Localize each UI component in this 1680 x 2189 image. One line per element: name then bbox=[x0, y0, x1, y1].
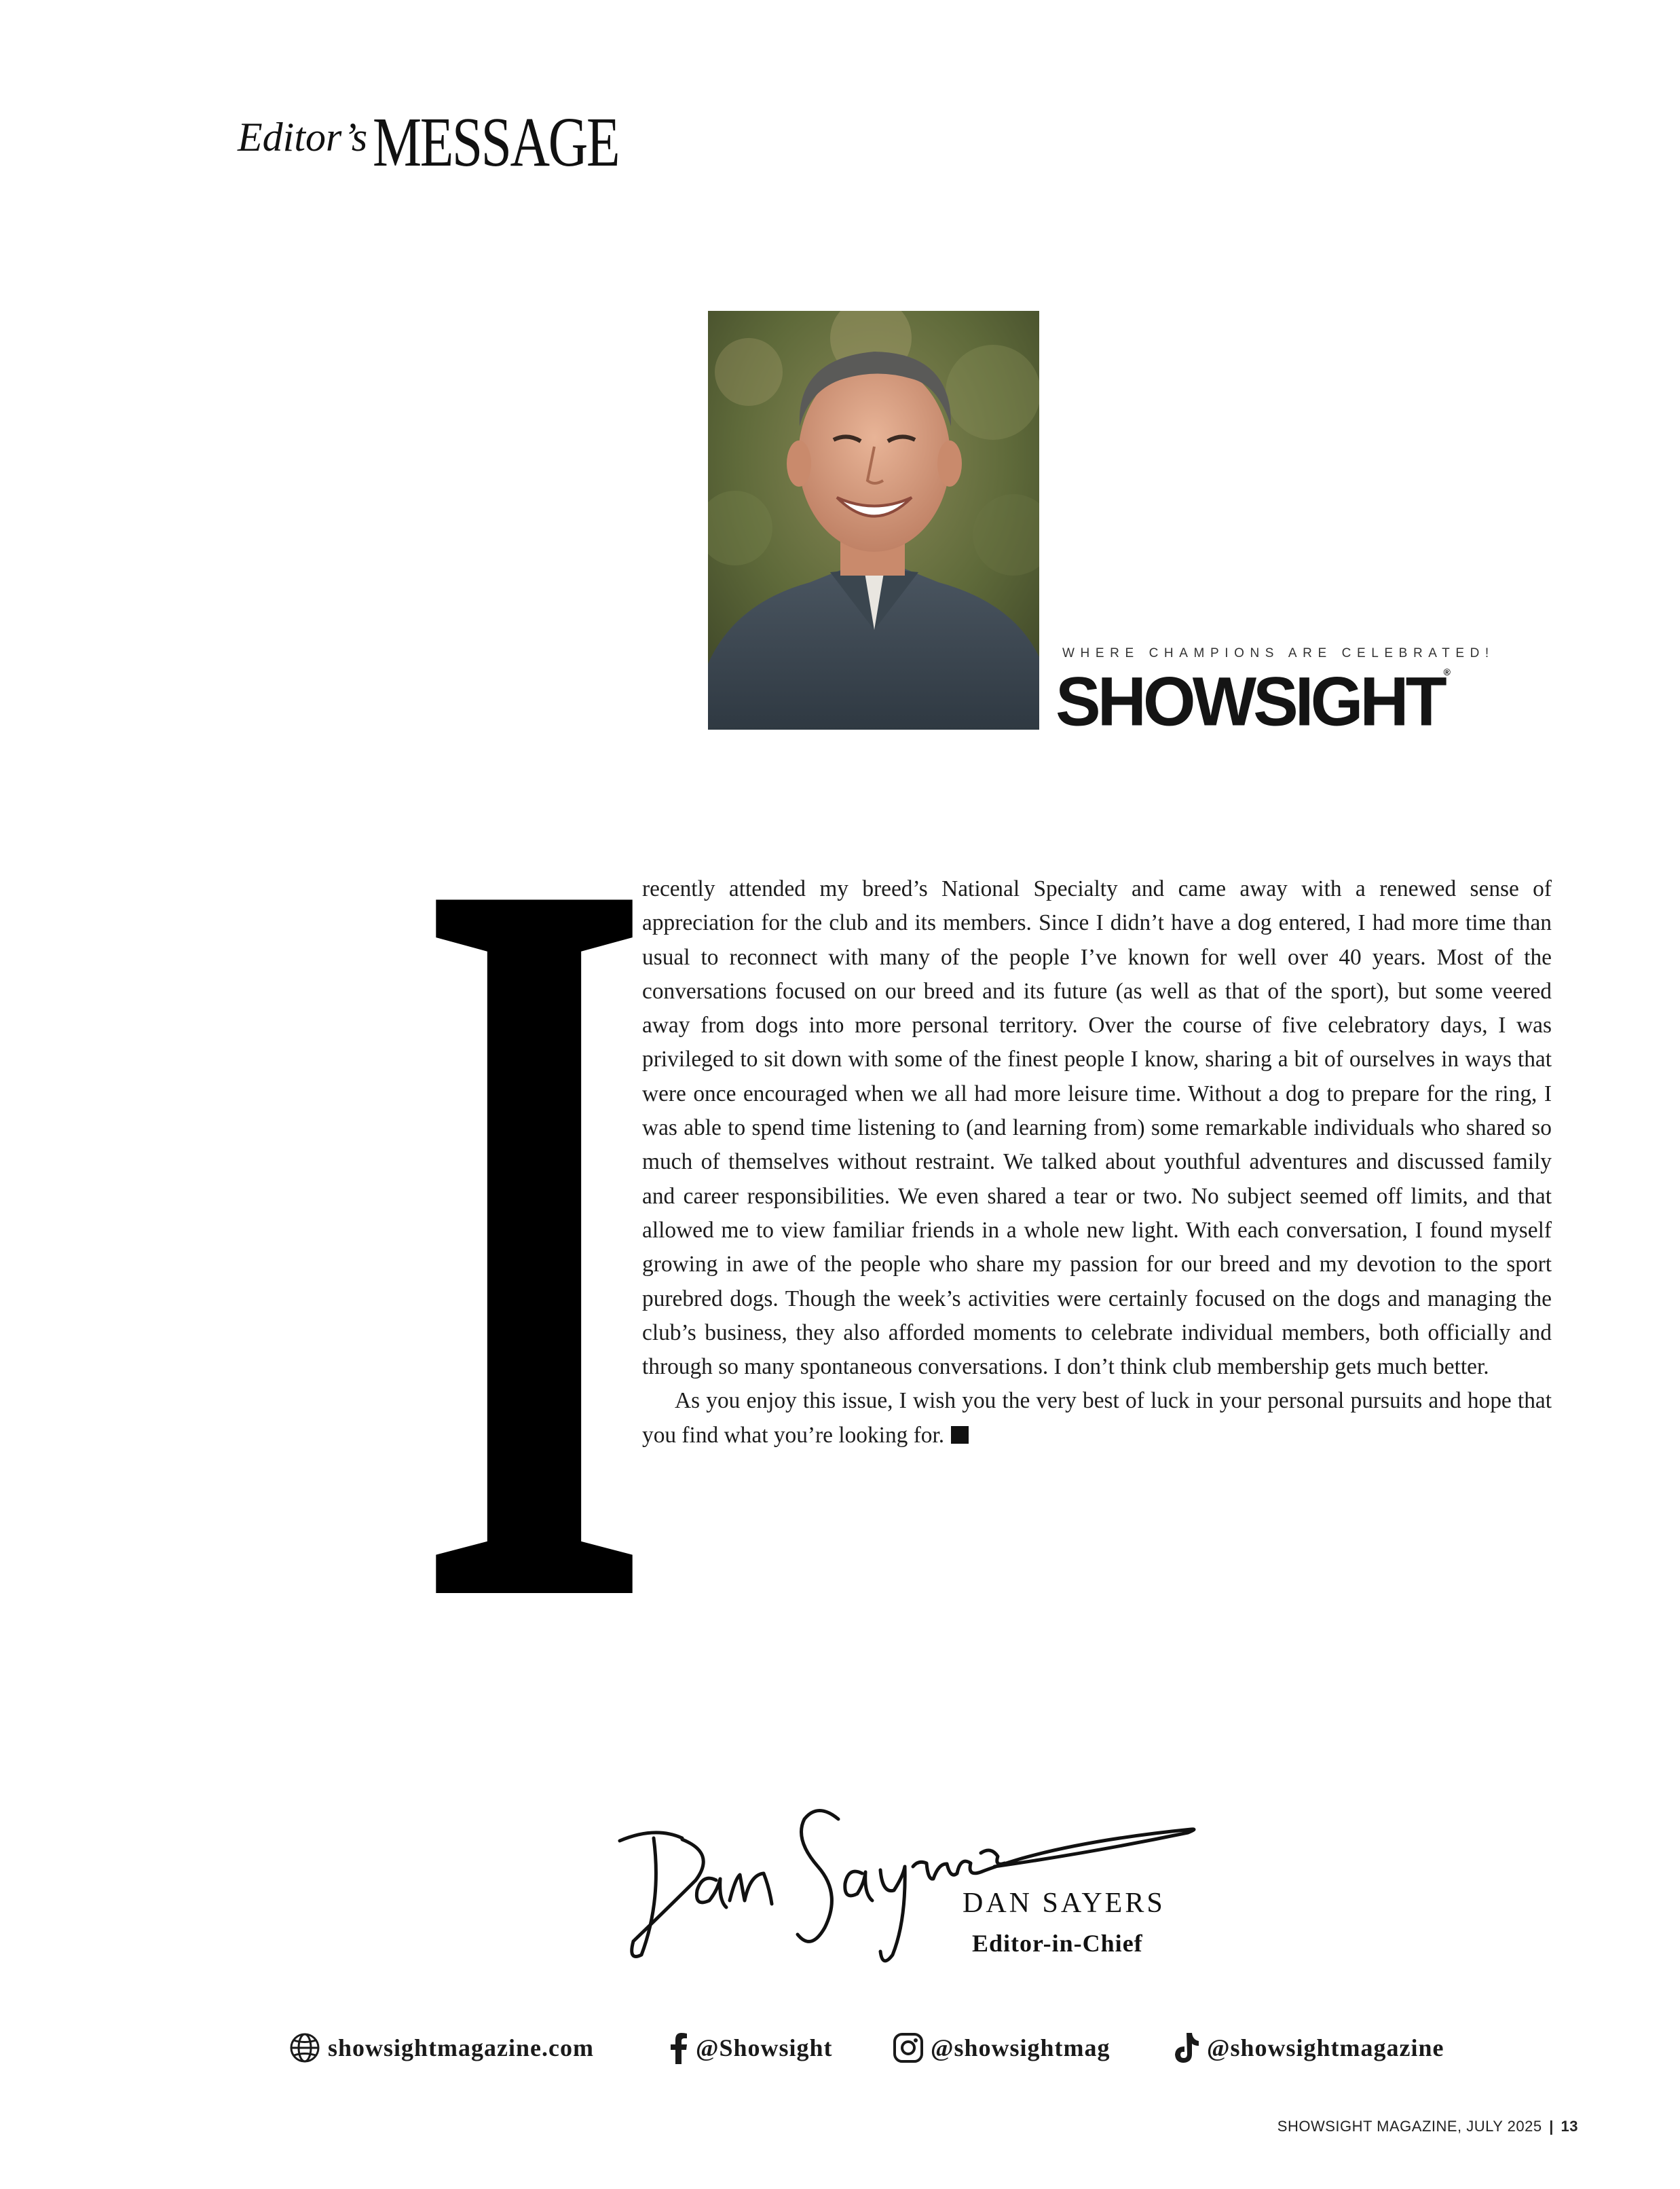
brand-wordmark-text: SHOWSIGHT bbox=[1056, 662, 1444, 741]
brand-tagline: WHERE CHAMPIONS ARE CELEBRATED! bbox=[1062, 646, 1495, 660]
header-label-italic: Editor’s bbox=[238, 115, 368, 160]
editor-portrait-photo bbox=[708, 311, 1039, 730]
facebook-link-label: @Showsight bbox=[696, 2034, 833, 2061]
facebook-icon bbox=[669, 2032, 689, 2064]
article-paragraph-2-text: As you enjoy this issue, I wish you the very best of luck in your personal pursuits and hope that you find what you’re looking for. bbox=[642, 1388, 1552, 1448]
article-paragraph-2 bbox=[642, 1384, 1552, 1453]
registered-mark: ® bbox=[1443, 666, 1451, 678]
brand-wordmark bbox=[1056, 662, 1466, 741]
signatory-title: Editor-in-Chief bbox=[972, 1930, 1143, 1957]
article-body bbox=[642, 872, 1552, 1453]
page-footer bbox=[1277, 2118, 1578, 2135]
page-number: 13 bbox=[1561, 2118, 1578, 2135]
tiktok-link-label: @showsightmagazine bbox=[1207, 2034, 1444, 2061]
website-link[interactable] bbox=[288, 2028, 594, 2068]
instagram-icon bbox=[893, 2032, 924, 2063]
article-paragraph-1: recently attended my breed’s National Specialty and came away with a renewed sense of appreciation for the club and its members. Since I didn’t have a dog entered, I had more time than usual to reconnect with many of the people I’ve known for well over 40 years. Most of the conversations focused on our breed and its future (as well as that of the sport), but some veered away from dogs into more personal territory. Over the course of five celebratory days, I was privileged to sit down with some of the finest people I know, sharing a bit of ourselves in ways that were once encouraged when we all had more leisure time. Without a dog to prepare for the ring, I was able to spend time listening to (and learning from) some remarkable individuals who shared so much of themselves without restraint. We talked about youthful adventures and discussed family and career responsibilities. We even shared a tear or two. No subject seemed off limits, and that allowed me to view familiar friends in a whole new light. With each conversation, I found myself growing in awe of the people who share my passion for our breed and my devotion to the sport purebred dogs. Though the week’s activities were certainly focused on the dogs and managing the club’s business, they also afforded moments to celebrate individual members, both officially and through so many spontaneous conversations. I don’t think club membership gets much better. bbox=[642, 876, 1552, 1380]
facebook-link[interactable] bbox=[669, 2028, 833, 2068]
globe-icon bbox=[288, 2032, 321, 2064]
tiktok-link[interactable] bbox=[1173, 2028, 1444, 2068]
footer-separator: | bbox=[1549, 2118, 1554, 2135]
website-link-label: showsightmagazine.com bbox=[328, 2034, 594, 2061]
header-label-caps: MESSAGE bbox=[373, 103, 619, 181]
drop-cap-letter bbox=[415, 782, 653, 1598]
signatory-name: DAN SAYERS bbox=[963, 1888, 1165, 1919]
instagram-link-label: @showsightmag bbox=[931, 2034, 1110, 2061]
showsight-logo bbox=[1056, 646, 1495, 741]
drop-cap-glyph: I bbox=[415, 782, 653, 1598]
end-of-article-mark bbox=[951, 1426, 969, 1444]
instagram-link[interactable] bbox=[893, 2028, 1110, 2068]
tiktok-icon bbox=[1173, 2032, 1200, 2064]
section-header bbox=[238, 102, 688, 181]
footer-publication: SHOWSIGHT MAGAZINE, JULY 2025 bbox=[1277, 2118, 1542, 2135]
